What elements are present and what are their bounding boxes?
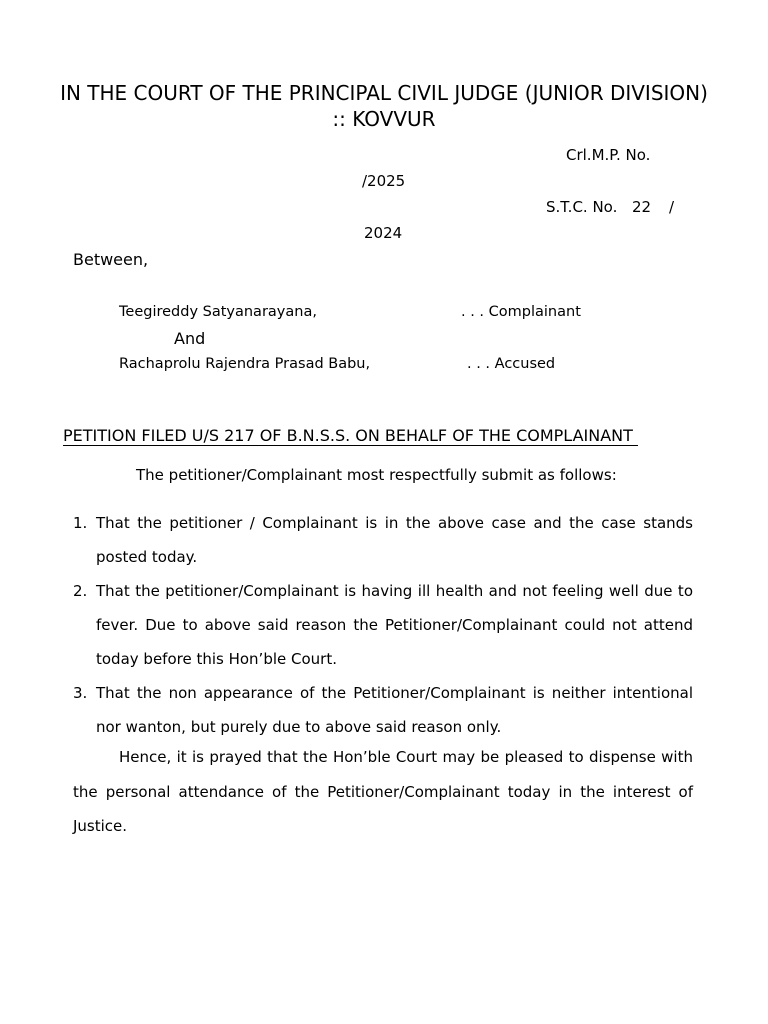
stc-slash: / bbox=[669, 198, 675, 216]
between-label: Between, bbox=[73, 250, 149, 269]
crlmp-label: Crl.M.P. No. bbox=[566, 146, 651, 164]
stc-label: S.T.C. No. bbox=[546, 198, 618, 216]
and-label: And bbox=[174, 329, 206, 348]
complainant-role: . . . Complainant bbox=[461, 304, 581, 320]
stc-year: 2024 bbox=[364, 224, 403, 242]
accused-name: Rachaprolu Rajendra Prasad Babu, bbox=[119, 356, 371, 372]
list-item bbox=[73, 506, 693, 574]
list-item-text: That the non appearance of the Petitioner/Complainant is neither intentional nor wanton, but purely due to above said reason only. bbox=[96, 684, 693, 736]
prayer-paragraph: Hence, it is prayed that the Hon’ble Court may be pleased to dispense with the personal attendance of the Petitioner/Complainant today in the interest of Justice. bbox=[73, 748, 693, 835]
list-item-text: That the petitioner/Complainant is having ill health and not feeling well due to fever. Due to above said reason the Petitioner/Complainant could not attend today before this Hon’ble Court. bbox=[96, 582, 693, 668]
intro-text: The petitioner/Complainant most respectfully submit as follows: bbox=[136, 466, 617, 484]
list-item-number: 2. bbox=[73, 582, 88, 600]
list-item bbox=[73, 574, 693, 676]
list-item bbox=[73, 676, 693, 744]
list-item-text: That the petitioner / Complainant is in the above case and the case stands posted today. bbox=[96, 514, 693, 566]
accused-role: . . . Accused bbox=[467, 356, 556, 372]
court-title: IN THE COURT OF THE PRINCIPAL CIVIL JUDGE (JUNIOR DIVISION) :: KOVVUR bbox=[60, 81, 708, 131]
petition-heading: PETITION FILED U/S 217 OF B.N.S.S. ON BEHALF OF THE COMPLAINANT bbox=[63, 426, 638, 445]
list-item-number: 1. bbox=[73, 514, 88, 532]
crlmp-year: /2025 bbox=[362, 172, 406, 190]
list-item-number: 3. bbox=[73, 684, 88, 702]
complainant-name: Teegireddy Satyanarayana, bbox=[119, 304, 317, 320]
stc-number: 22 bbox=[632, 198, 652, 216]
submission-list bbox=[73, 506, 693, 744]
